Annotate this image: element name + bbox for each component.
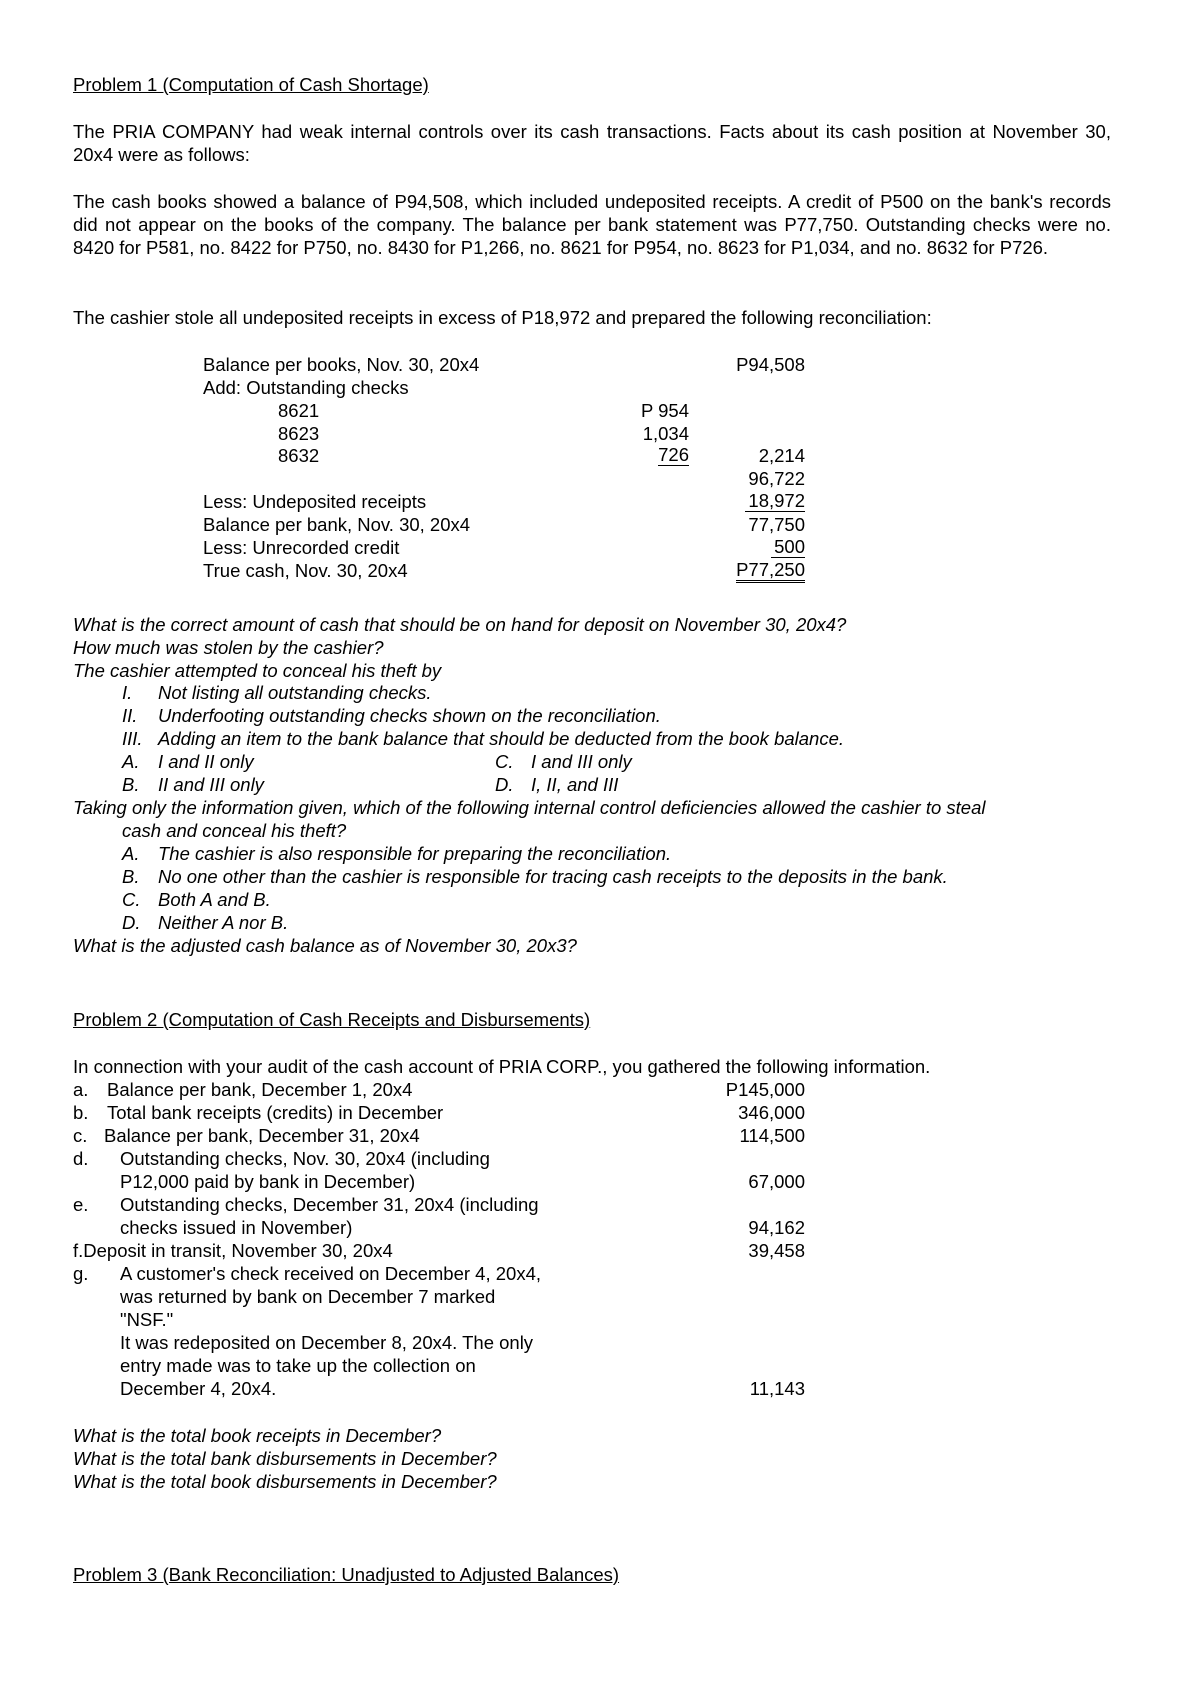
check-amount: 1,034 <box>642 423 689 444</box>
question-book-disbursements: What is the total book disbursements in December? <box>73 1471 497 1492</box>
question-book-receipts: What is the total book receipts in December? <box>73 1425 442 1446</box>
check-no: 8621 <box>278 400 320 421</box>
list-item-text: Underfooting outstanding checks shown on the reconciliation. <box>158 705 661 726</box>
item-label: a. <box>73 1079 89 1100</box>
question-bank-disbursements: What is the total bank disbursements in December? <box>73 1448 497 1469</box>
problem-1-intro: The PRIA COMPANY had weak internal controls over its cash transactions. Facts about its cash position at November 30, 20x4 were as follows: <box>73 121 1111 165</box>
item-label: c. <box>73 1125 88 1146</box>
item-label: g. <box>73 1263 89 1284</box>
balance-books-value: P94,508 <box>736 354 805 375</box>
item-text: Outstanding checks, December 31, 20x4 (including <box>120 1194 539 1215</box>
less-credit-label: Less: Unrecorded credit <box>203 537 400 558</box>
question-amount-stolen: How much was stolen by the cashier? <box>73 637 384 658</box>
choice-text: The cashier is also responsible for preparing the reconciliation. <box>158 843 672 864</box>
item-text: It was redeposited on December 8, 20x4. The only <box>120 1332 534 1353</box>
list-item-number: I. <box>122 682 133 703</box>
question-control-deficiencies: Taking only the information given, which of the following internal control deficiencies allowed the cashier to steal <box>73 797 986 818</box>
list-item-number: II. <box>122 705 138 726</box>
list-item-number: III. <box>122 728 143 749</box>
item-value: 114,500 <box>739 1125 805 1146</box>
item-text: Balance per bank, December 1, 20x4 <box>107 1079 413 1100</box>
problem-1-theft: The cashier stole all undeposited receipts in excess of P18,972 and prepared the following reconciliation: <box>73 307 932 328</box>
less-undeposited-label: Less: Undeposited receipts <box>203 491 427 512</box>
problem-3-heading: Problem 3 (Bank Reconciliation: Unadjusted to Adjusted Balances) <box>73 1564 620 1585</box>
true-cash-label: True cash, Nov. 30, 20x4 <box>203 560 408 581</box>
item-label: b. <box>73 1102 89 1123</box>
choice-letter: C. <box>495 751 514 772</box>
list-item-text: Adding an item to the bank balance that should be deducted from the book balance. <box>158 728 845 749</box>
balance-bank-value: 77,750 <box>748 514 805 535</box>
choice-text: No one other than the cashier is responsible for tracing cash receipts to the deposits in the bank. <box>158 866 948 887</box>
problem-2-intro: In connection with your audit of the cash account of PRIA CORP., you gathered the following information. <box>73 1056 931 1077</box>
balance-bank-label: Balance per bank, Nov. 30, 20x4 <box>203 514 471 535</box>
item-text: Balance per bank, December 31, 20x4 <box>104 1125 420 1146</box>
true-cash-value: P77,250 <box>700 559 805 580</box>
checks-total: 2,214 <box>758 445 805 466</box>
item-text: f.Deposit in transit, November 30, 20x4 <box>73 1240 393 1261</box>
item-text: A customer's check received on December 4, 20x4, <box>120 1263 542 1284</box>
choice-letter: D. <box>495 774 514 795</box>
item-text: P12,000 paid by bank in December) <box>120 1171 416 1192</box>
choice-letter: A. <box>122 843 140 864</box>
choice-letter: D. <box>122 912 141 933</box>
check-amount: 726 <box>658 444 689 465</box>
choice-text: I, II, and III <box>531 774 619 795</box>
choice-text: Both A and B. <box>158 889 271 910</box>
choice-text: Neither A nor B. <box>158 912 289 933</box>
check-no: 8623 <box>278 423 320 444</box>
item-text: was returned by bank on December 7 marked <box>120 1286 496 1307</box>
less-credit-value: 500 <box>700 536 805 557</box>
problem-1-heading: Problem 1 (Computation of Cash Shortage) <box>73 74 429 95</box>
item-label: e. <box>73 1194 89 1215</box>
problem-1-facts: The cash books showed a balance of P94,508, which included undeposited receipts. A credit of P500 on the bank's records did not appear on the books of the company. The balance per bank statement was P77,750. Outstanding checks were no. 8420 for P581, no. 8422 for P750, no. 8430 for P1,266, no. 8621 for P954, no. 8623 for P1,034, and no. 8632 for P726. <box>73 191 1111 258</box>
choice-text: I and II only <box>158 751 254 772</box>
item-value: 346,000 <box>738 1102 805 1123</box>
check-no: 8632 <box>278 445 320 466</box>
question-control-deficiencies-cont: cash and conceal his theft? <box>122 820 347 841</box>
item-value: 67,000 <box>748 1171 805 1192</box>
choice-text: II and III only <box>158 774 264 795</box>
item-text: December 4, 20x4. <box>120 1378 277 1399</box>
question-conceal: The cashier attempted to conceal his theft by <box>73 660 442 681</box>
check-amount: P 954 <box>640 400 689 421</box>
item-text: entry made was to take up the collection on <box>120 1355 476 1376</box>
problem-2-heading: Problem 2 (Computation of Cash Receipts and Disbursements) <box>73 1009 591 1030</box>
choice-letter: B. <box>122 866 140 887</box>
choice-letter: A. <box>122 751 140 772</box>
list-item-text: Not listing all outstanding checks. <box>158 682 432 703</box>
item-value: 11,143 <box>749 1378 805 1399</box>
choice-letter: C. <box>122 889 141 910</box>
item-value: 94,162 <box>748 1217 805 1238</box>
item-value: P145,000 <box>725 1079 805 1100</box>
item-text: Total bank receipts (credits) in December <box>107 1102 444 1123</box>
balance-books-label: Balance per books, Nov. 30, 20x4 <box>203 354 480 375</box>
item-label: d. <box>73 1148 89 1169</box>
choice-text: I and III only <box>531 751 632 772</box>
less-undeposited-value: 18,972 <box>700 490 805 511</box>
question-adjusted-balance: What is the adjusted cash balance as of November 30, 20x3? <box>73 935 577 956</box>
item-text: checks issued in November) <box>120 1217 353 1238</box>
choice-letter: B. <box>122 774 140 795</box>
subtotal: 96,722 <box>748 468 805 489</box>
item-text: Outstanding checks, Nov. 30, 20x4 (including <box>120 1148 490 1169</box>
item-text: "NSF." <box>120 1309 174 1330</box>
add-outstanding-label: Add: Outstanding checks <box>203 377 409 398</box>
item-value: 39,458 <box>748 1240 805 1261</box>
question-correct-cash: What is the correct amount of cash that should be on hand for deposit on November 30, 20x4? <box>73 614 847 635</box>
